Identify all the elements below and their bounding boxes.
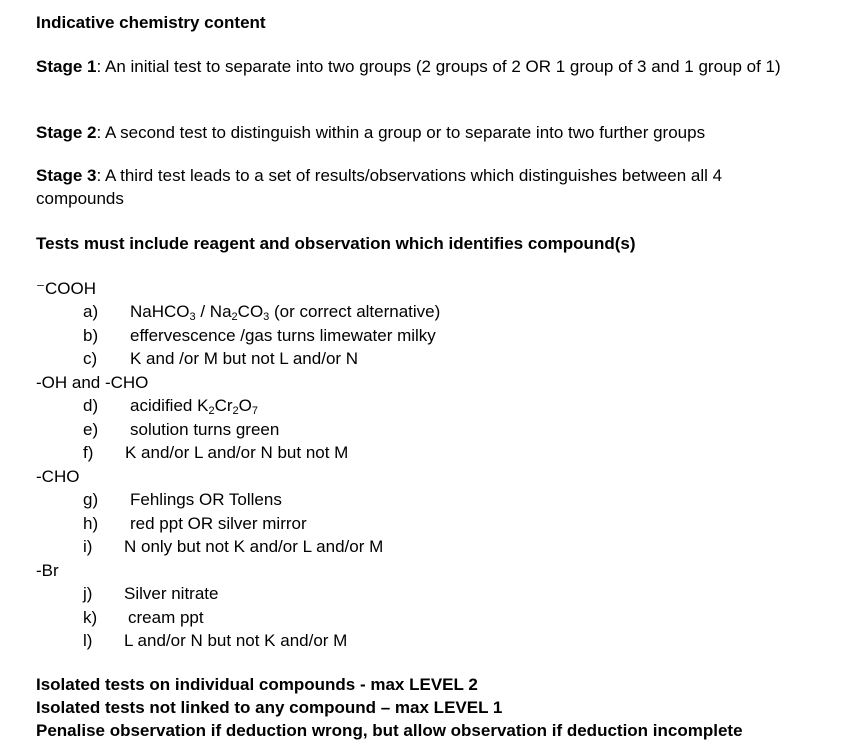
stage-3-label: Stage 3 <box>36 166 97 185</box>
page-title: Indicative chemistry content <box>36 13 266 32</box>
item-label: g) <box>83 490 99 509</box>
item-label: f) <box>83 443 94 462</box>
item-label: d) <box>83 396 99 415</box>
item-text: red ppt OR silver mirror <box>130 514 307 533</box>
stage-1-label: Stage 1 <box>36 57 97 76</box>
stage-2 <box>36 121 826 144</box>
item-text: Fehlings OR Tollens <box>130 490 282 509</box>
stage-1 <box>36 55 826 78</box>
stage-3-text: : A third test leads to a set of results/observations which distinguishes between all 4 compounds <box>36 166 723 208</box>
item-label: j) <box>83 584 93 603</box>
item-text: K and /or M but not L and/or N <box>130 349 359 368</box>
item-label: h) <box>83 514 99 533</box>
item-text: effervescence /gas turns limewater milky <box>130 326 436 345</box>
item-text: acidified $K_2Cr_2O_7$ <box>130 396 258 417</box>
item-text: N only but not K and/or L and/or M <box>124 537 384 556</box>
footer-note-1: Isolated tests on individual compounds - max LEVEL 2 <box>36 675 478 694</box>
footer-note-3: Penalise observation if deduction wrong, but allow observation if deduction incomplete <box>36 721 743 740</box>
item-text: NaHCO$_3$ / $Na_2CO_3$ (or correct alternative) <box>130 302 441 323</box>
stage-2-text: : A second test to distinguish within a group or to separate into two further groups <box>96 123 706 142</box>
group-heading-cooh: ⁻COOH <box>36 279 96 298</box>
group-heading-br: -Br <box>36 561 59 580</box>
item-label: e) <box>83 420 99 439</box>
item-label: c) <box>83 349 98 368</box>
item-text: L and/or N but not K and/or M <box>124 631 348 650</box>
item-label: i) <box>83 537 93 556</box>
stage-3 <box>36 164 796 210</box>
footer-note-2: Isolated tests not linked to any compound – max LEVEL 1 <box>36 698 503 717</box>
group-heading-cho: -CHO <box>36 467 80 486</box>
item-text: Silver nitrate <box>124 584 219 603</box>
item-text: solution turns green <box>130 420 280 439</box>
stage-1-text: : An initial test to separate into two groups (2 groups of 2 OR 1 group of 3 and 1 group of 1) <box>96 57 781 76</box>
tests-rule: Tests must include reagent and observation which identifies compound(s) <box>36 234 636 253</box>
item-label: a) <box>83 302 99 321</box>
group-heading-oh-cho: -OH and -CHO <box>36 373 149 392</box>
item-label: k) <box>83 608 98 627</box>
stage-2-label: Stage 2 <box>36 123 97 142</box>
item-label: b) <box>83 326 99 345</box>
item-text: K and/or L and/or N but not M <box>125 443 349 462</box>
item-label: l) <box>83 631 93 650</box>
item-text: cream ppt <box>128 608 204 627</box>
